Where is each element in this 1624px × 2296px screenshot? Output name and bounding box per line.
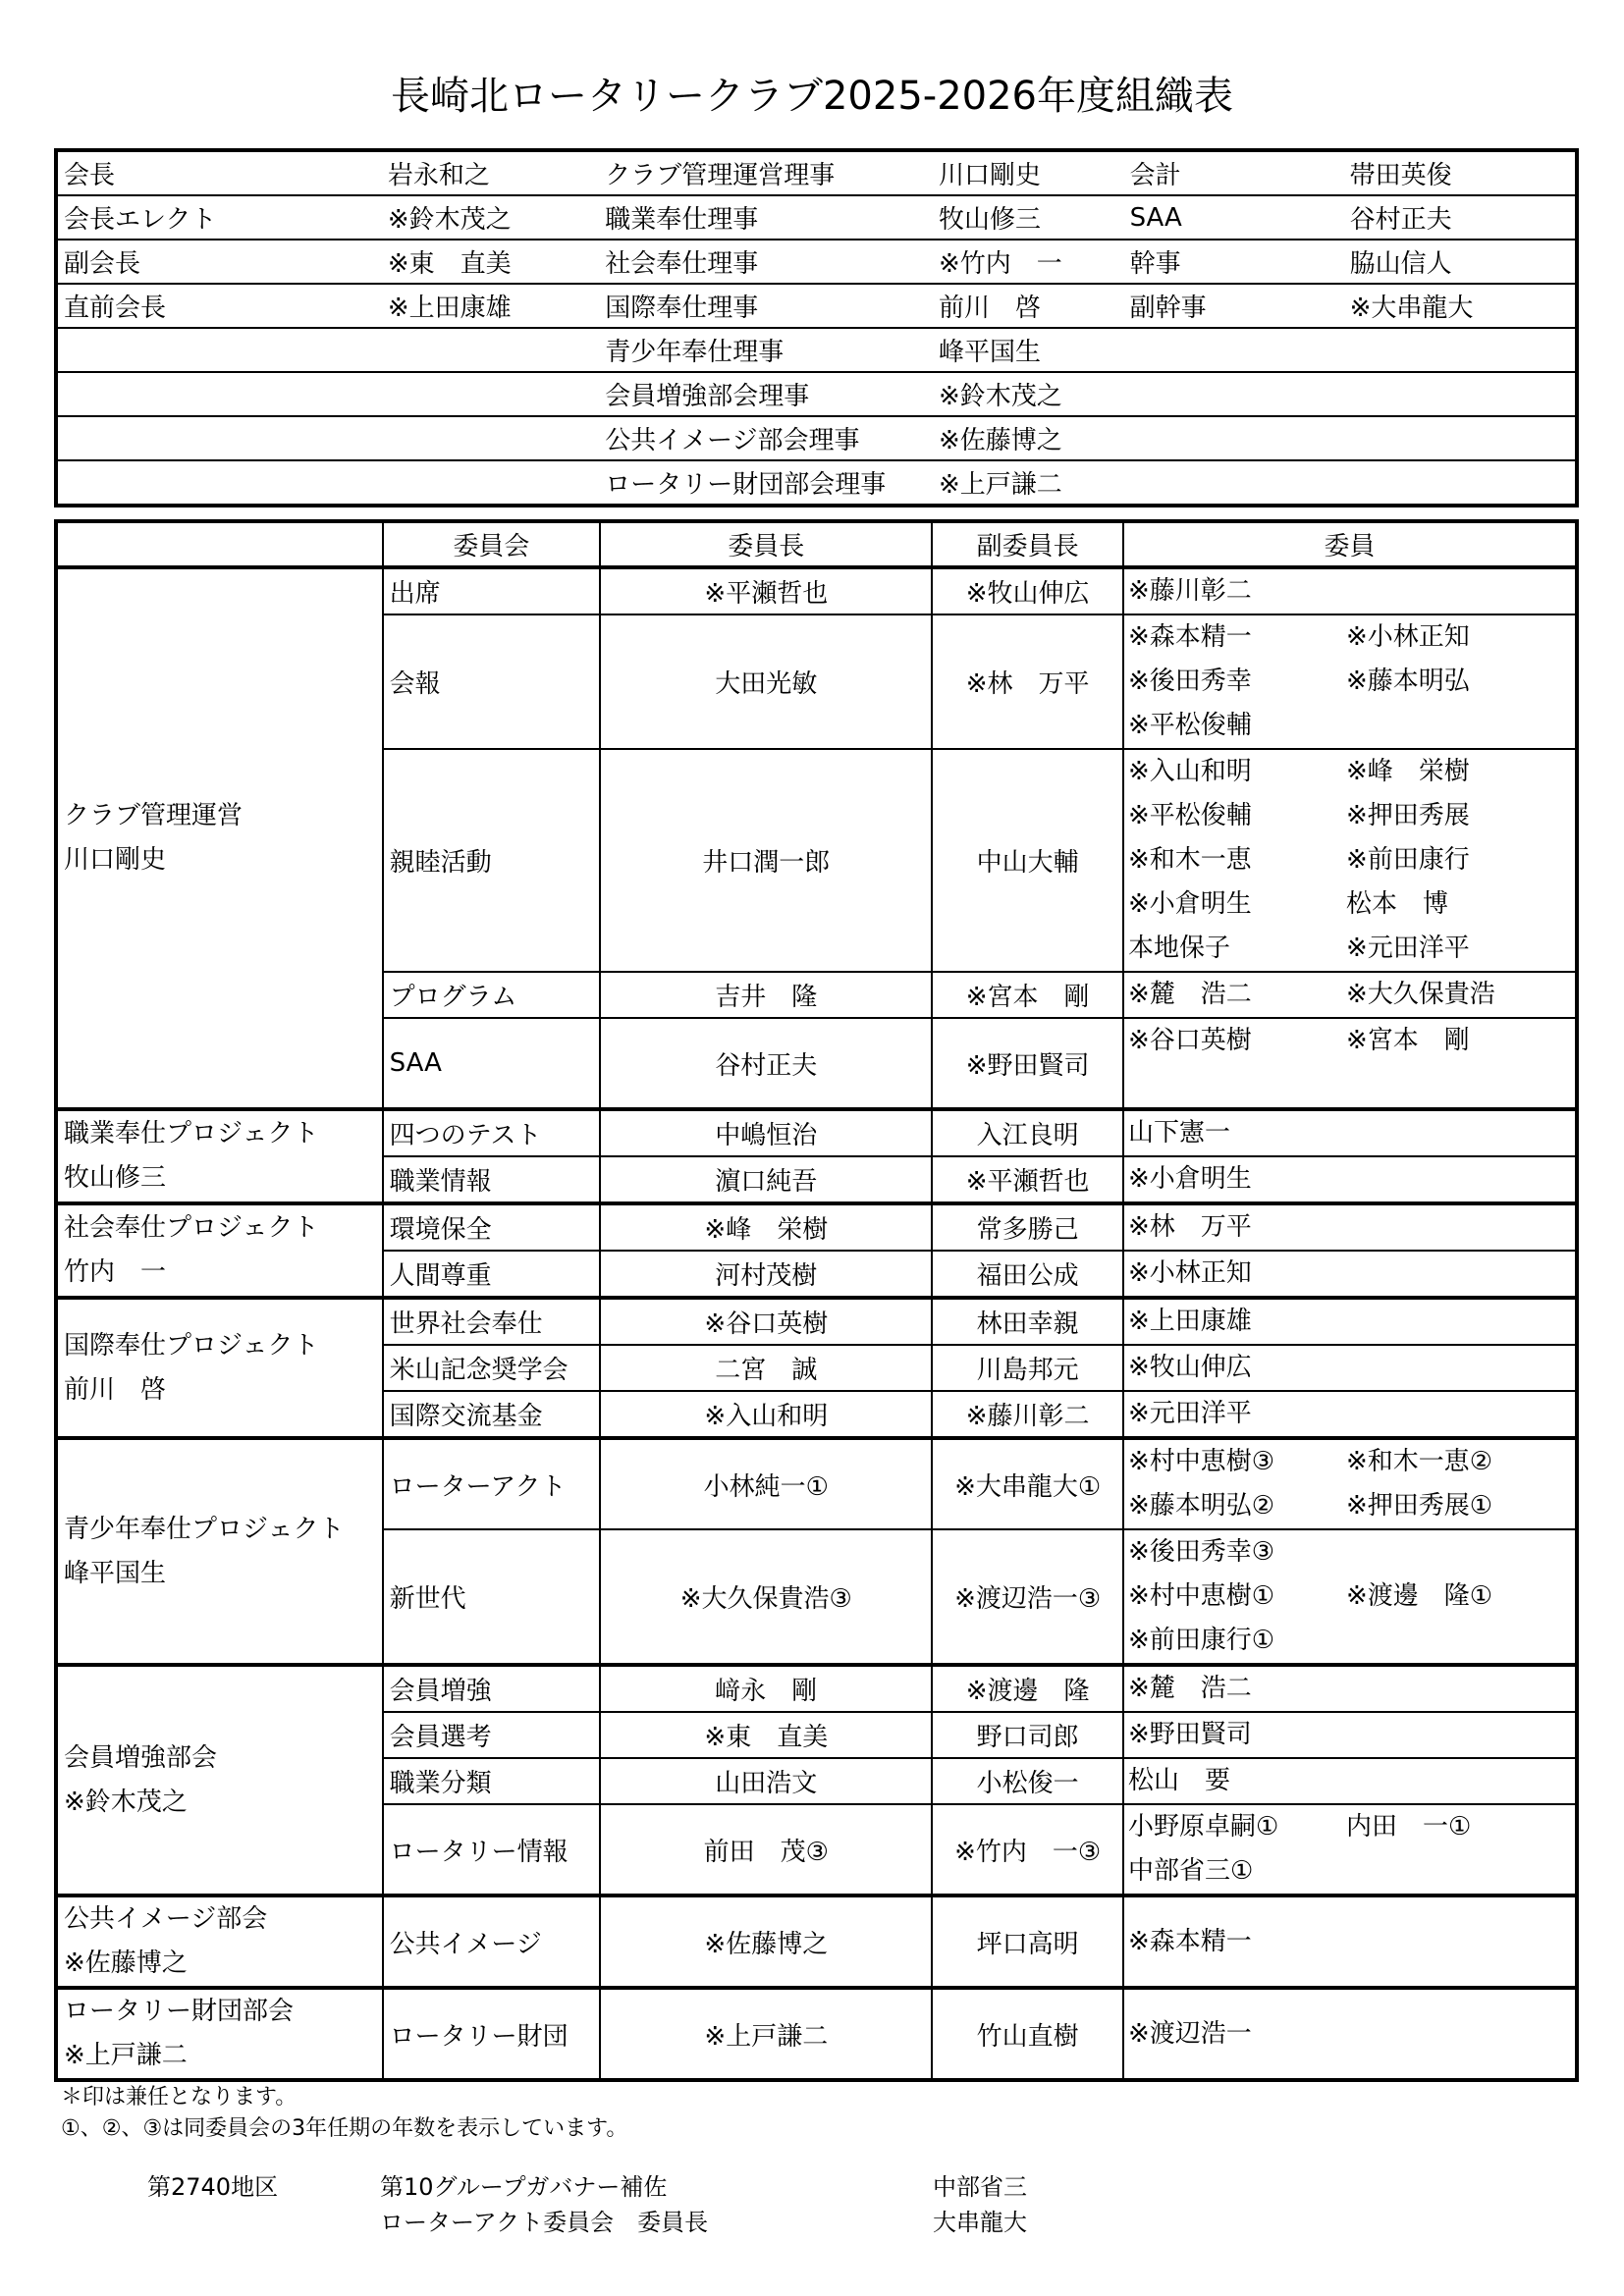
director-name: 牧山修三: [933, 195, 1124, 240]
member-name: ※和木一恵: [1127, 845, 1252, 875]
committee-chair: ※佐藤博之: [600, 1896, 932, 1988]
section-name: 公共イメージ部会: [64, 1904, 268, 1934]
committee-vice: 川島邦元: [932, 1345, 1123, 1391]
committee-chair: ※東 直美: [600, 1712, 932, 1758]
member-name: [1128, 1063, 1346, 1107]
committee-members: [1123, 749, 1577, 972]
committee-name: プログラム: [383, 972, 601, 1018]
member-line: [1128, 1530, 1571, 1575]
director-role: 公共イメージ部会理事: [599, 416, 933, 460]
section-cell: [56, 1896, 383, 1988]
member-line: [1128, 1849, 1571, 1894]
committee-members: [1123, 1758, 1577, 1804]
member-line: [1128, 1805, 1571, 1849]
committee-vice: 野口司郎: [932, 1712, 1123, 1758]
officer-row: [56, 150, 1577, 195]
section-name: 会員増強部会: [64, 1742, 218, 1773]
member-name: ※平松俊輔: [1127, 801, 1252, 830]
section-director: ※佐藤博之: [64, 1949, 188, 1978]
committee-row: [56, 1896, 1577, 1988]
officer2-role: [1124, 460, 1344, 506]
member-name: ※村中恵樹①: [1127, 1581, 1275, 1611]
member-name: ※麓 浩二: [1127, 1674, 1252, 1703]
member-line: [1128, 615, 1571, 660]
officer2-name: 谷村正夫: [1344, 195, 1577, 240]
officer-row: [56, 284, 1577, 328]
committee-members: [1123, 1345, 1577, 1391]
committees-table: [54, 519, 1579, 2082]
committee-chair: 濵口純吾: [600, 1156, 932, 1203]
committee-name: 四つのテスト: [383, 1109, 601, 1156]
notes: [61, 2082, 627, 2145]
member-line: [1128, 1111, 1571, 1155]
section-name: クラブ管理運営: [64, 801, 244, 830]
member-name: ※村中恵樹③: [1127, 1447, 1275, 1476]
officer-role: 会長: [56, 150, 382, 195]
member-name: ※峰 栄樹: [1345, 757, 1470, 786]
officer-role: [56, 416, 382, 460]
officer-row: [56, 195, 1577, 240]
committee-name: ロータリー情報: [383, 1804, 601, 1896]
member-name: 山下憲一: [1127, 1118, 1230, 1148]
member-name: ※押田秀展: [1345, 801, 1470, 830]
committee-name: 出席: [383, 567, 601, 614]
director-role: 職業奉仕理事: [599, 195, 933, 240]
committee-name: ローターアクト: [383, 1438, 601, 1529]
officer-row: [56, 372, 1577, 416]
director-name: 峰平国生: [933, 328, 1124, 372]
member-name: ※小倉明生: [1127, 889, 1252, 919]
committee-chair: 吉井 隆: [600, 972, 932, 1018]
officer-row: [56, 416, 1577, 460]
member-name: ※麓 浩二: [1127, 980, 1252, 1009]
member-line: [1128, 1019, 1571, 1063]
member-line: [1128, 704, 1571, 748]
member-line: [1128, 882, 1571, 927]
officer-name: [382, 372, 599, 416]
committee-chair: 河村茂樹: [600, 1251, 932, 1298]
footer-name: 中部省三: [933, 2173, 1027, 2201]
committee-name: 会員選考: [383, 1712, 601, 1758]
director-role: 会員増強部会理事: [599, 372, 933, 416]
committee-vice: 常多勝己: [932, 1203, 1123, 1251]
officer-name: ※上田康雄: [382, 284, 599, 328]
member-name: 松山 要: [1127, 1766, 1230, 1795]
header-blank: [56, 521, 383, 567]
officer2-role: [1124, 328, 1344, 372]
officer2-name: [1344, 372, 1577, 416]
officer2-name: 脇山信人: [1344, 240, 1577, 284]
section-name: 国際奉仕プロジェクト: [64, 1330, 319, 1361]
officer-role: 会長エレクト: [56, 195, 382, 240]
member-name: 松本 博: [1345, 889, 1448, 919]
member-line: [1128, 927, 1571, 971]
member-name: ※和木一恵②: [1345, 1447, 1493, 1476]
section-name: ロータリー財団部会: [64, 1997, 295, 2026]
committee-members: [1123, 1712, 1577, 1758]
committee-name: 環境保全: [383, 1203, 601, 1251]
director-role: 青少年奉仕理事: [599, 328, 933, 372]
header-row: [56, 521, 1577, 567]
member-name: ※藤本明弘: [1345, 667, 1470, 696]
committee-name: 国際交流基金: [383, 1391, 601, 1438]
officer2-role: [1124, 372, 1344, 416]
officer-name: [382, 460, 599, 506]
committee-chair: 大田光敏: [600, 614, 932, 749]
member-line: [1128, 1713, 1571, 1757]
member-name: ※小林正知: [1127, 1258, 1252, 1288]
committee-vice: ※大串龍大①: [932, 1438, 1123, 1529]
committee-members: [1123, 1665, 1577, 1712]
committee-vice: 福田公成: [932, 1251, 1123, 1298]
committee-chair: ※大久保貴浩③: [600, 1529, 932, 1665]
director-role: クラブ管理運営理事: [599, 150, 933, 195]
officer2-name: 帯田英俊: [1344, 150, 1577, 195]
member-name: 中部省三①: [1127, 1856, 1254, 1886]
officer2-role: 会計: [1124, 150, 1344, 195]
committee-members: [1123, 1391, 1577, 1438]
section-cell: [56, 1665, 383, 1896]
member-name: ※元田洋平: [1127, 1399, 1252, 1428]
director-name: ※佐藤博之: [933, 416, 1124, 460]
committee-row: [56, 1298, 1577, 1345]
member-line: [1128, 1619, 1571, 1663]
officer-role: [56, 460, 382, 506]
committee-chair: 谷村正夫: [600, 1018, 932, 1109]
section-cell: [56, 1298, 383, 1438]
committee-vice: 林田幸親: [932, 1298, 1123, 1345]
committee-members: [1123, 1804, 1577, 1896]
member-name: ※大久保貴浩: [1345, 980, 1495, 1009]
director-name: ※鈴木茂之: [933, 372, 1124, 416]
director-role: ロータリー財団部会理事: [605, 470, 887, 500]
member-name: ※藤川彰二: [1127, 576, 1252, 606]
officer-role: 直前会長: [56, 284, 382, 328]
section-name: 職業奉仕プロジェクト: [64, 1119, 319, 1148]
committee-name: 米山記念奨学会: [383, 1345, 601, 1391]
section-director: 川口剛史: [64, 845, 167, 875]
officer-name: 岩永和之: [382, 150, 599, 195]
member-line: [1128, 794, 1571, 838]
footer-roles: [380, 2169, 708, 2240]
officers-table: [54, 148, 1579, 507]
member-line: [1128, 1484, 1571, 1528]
committee-vice: ※渡辺浩一③: [932, 1529, 1123, 1665]
section-cell: [56, 567, 383, 1109]
officer2-role: 副幹事: [1124, 284, 1344, 328]
member-name: ※谷口英樹: [1127, 1026, 1252, 1055]
committee-members: [1123, 1988, 1577, 2080]
committee-chair: ※峰 栄樹: [600, 1203, 932, 1251]
member-line: [1128, 1205, 1571, 1250]
section-director: ※鈴木茂之: [64, 1787, 188, 1817]
committee-members: [1123, 972, 1577, 1018]
member-line: [1128, 1667, 1571, 1711]
member-name: ※藤本明弘②: [1127, 1491, 1275, 1521]
footer-name: 大串龍大: [933, 2209, 1027, 2236]
director-name: ※上戸謙二: [938, 470, 1062, 500]
committee-members: [1123, 614, 1577, 749]
member-name: ※林 万平: [1127, 1212, 1252, 1242]
committee-vice: ※牧山伸広: [932, 567, 1123, 614]
header-vice: 副委員長: [932, 521, 1123, 567]
committee-name: 人間尊重: [383, 1251, 601, 1298]
committee-chair: 﨑永 剛: [600, 1665, 932, 1712]
committee-name: 会報: [383, 614, 601, 749]
committee-row: [56, 1203, 1577, 1251]
officer2-name: ※大串龍大: [1344, 284, 1577, 328]
footer-role: ローターアクト委員会 委員長: [380, 2209, 709, 2236]
member-line: [1128, 1392, 1571, 1436]
director-name: 川口剛史: [933, 150, 1124, 195]
committee-members: [1123, 1529, 1577, 1665]
committee-chair: ※平瀬哲也: [600, 567, 932, 614]
committee-name: 世界社会奉仕: [383, 1298, 601, 1345]
officer-role: [56, 328, 382, 372]
committee-members: [1123, 1438, 1577, 1529]
member-line: [1128, 838, 1571, 882]
footer-names: [933, 2169, 1027, 2240]
committee-row: [56, 1988, 1577, 2080]
header-members: 委員: [1123, 521, 1577, 567]
committee-chair: 小林純一①: [600, 1438, 932, 1529]
section-cell: [56, 1438, 383, 1665]
committee-name: 公共イメージ: [383, 1896, 601, 1988]
footer-role: 第10グループガバナー補佐: [380, 2173, 668, 2201]
committee-chair: ※上戸謙二: [600, 1988, 932, 2080]
officer-name: [382, 416, 599, 460]
member-line: [1128, 973, 1571, 1017]
committee-members: [1123, 1203, 1577, 1251]
committee-chair: 井口潤一郎: [600, 749, 932, 972]
committee-members: [1123, 1018, 1577, 1109]
committee-name: ロータリー財団: [383, 1988, 601, 2080]
section-cell: [56, 1988, 383, 2080]
committee-vice: 中山大輔: [932, 749, 1123, 972]
page-title: 長崎北ロータリークラブ2025-2026年度組織表: [390, 74, 1234, 119]
member-name: ※渡邊 隆①: [1345, 1581, 1493, 1611]
officer2-role: SAA: [1124, 195, 1344, 240]
director-role: 国際奉仕理事: [599, 284, 933, 328]
officer-row: [56, 328, 1577, 372]
member-name: ※野田賢司: [1127, 1720, 1252, 1749]
member-name: ※平松俊輔: [1127, 711, 1252, 740]
committee-chair: 前田 茂③: [600, 1804, 932, 1896]
member-line: [1128, 1157, 1571, 1201]
committee-chair: ※谷口英樹: [600, 1298, 932, 1345]
committee-vice: ※竹内 一③: [932, 1804, 1123, 1896]
committee-vice: ※宮本 剛: [932, 972, 1123, 1018]
member-name: ※森本精一: [1127, 622, 1252, 652]
section-director: 牧山修三: [64, 1163, 167, 1193]
committee-row: [56, 1109, 1577, 1156]
member-line: [1128, 2012, 1571, 2056]
officer-role: 副会長: [56, 240, 382, 284]
member-line: [1128, 1063, 1571, 1107]
committee-name: 親睦活動: [383, 749, 601, 972]
committee-vice: 小松俊一: [932, 1758, 1123, 1804]
member-name: ※小倉明生: [1127, 1164, 1252, 1194]
committee-vice: ※藤川彰二: [932, 1391, 1123, 1438]
footer-district: 第2740地区: [147, 2173, 279, 2201]
section-director: 竹内 一: [64, 1257, 167, 1287]
member-name: ※宮本 剛: [1345, 1026, 1470, 1055]
committee-name: SAA: [383, 1018, 601, 1109]
committee-vice: ※野田賢司: [932, 1018, 1123, 1109]
officer2-name: [1344, 328, 1577, 372]
director-role: 社会奉仕理事: [599, 240, 933, 284]
committee-members: [1123, 1896, 1577, 1988]
committee-vice: 竹山直樹: [932, 1988, 1123, 2080]
committee-members: [1123, 1156, 1577, 1203]
member-line: [1128, 1575, 1571, 1619]
committee-name: 新世代: [383, 1529, 601, 1665]
officer2-name: [1344, 416, 1577, 460]
member-line: [1128, 1300, 1571, 1344]
officer-role: [56, 372, 382, 416]
director-name: 前川 啓: [933, 284, 1124, 328]
section-name: 青少年奉仕プロジェクト: [64, 1514, 345, 1544]
section-director: 前川 啓: [64, 1374, 167, 1405]
committee-members: [1123, 1251, 1577, 1298]
member-line: [1128, 1440, 1571, 1484]
officer-name: ※鈴木茂之: [382, 195, 599, 240]
officer-row: [56, 460, 1577, 506]
committee-vice: ※林 万平: [932, 614, 1123, 749]
note-line: ①、②、③は同委員会の3年任期の年数を表示しています。: [61, 2116, 628, 2141]
member-name: ※小林正知: [1345, 622, 1470, 652]
committee-name: 職業分類: [383, 1758, 601, 1804]
committee-chair: 中嶋恒治: [600, 1109, 932, 1156]
committee-row: [56, 567, 1577, 614]
member-name: ※元田洋平: [1345, 934, 1470, 963]
section-cell: [56, 1109, 383, 1203]
section-director: 峰平国生: [64, 1558, 167, 1588]
officer2-role: [1124, 416, 1344, 460]
section-cell: [56, 1203, 383, 1298]
member-name: ※森本精一: [1127, 1926, 1252, 1956]
officer-row: [56, 240, 1577, 284]
note-line: ＊印は兼任となります。: [61, 2085, 298, 2109]
director-name: ※竹内 一: [933, 240, 1124, 284]
committee-members: [1123, 1109, 1577, 1156]
member-name: ※後田秀幸③: [1127, 1537, 1275, 1567]
committee-vice: ※平瀬哲也: [932, 1156, 1123, 1203]
member-line: [1128, 1920, 1571, 1964]
member-name: ※後田秀幸: [1127, 667, 1252, 696]
committee-chair: 山田浩文: [600, 1758, 932, 1804]
member-name: ※上田康雄: [1127, 1307, 1252, 1336]
officer2-role: 幹事: [1124, 240, 1344, 284]
member-name: ※牧山伸広: [1127, 1353, 1252, 1382]
committee-chair: ※入山和明: [600, 1391, 932, 1438]
section-director: ※上戸謙二: [64, 2041, 188, 2070]
member-line: [1128, 750, 1571, 794]
member-line: [1128, 569, 1571, 614]
member-name: ※入山和明: [1127, 757, 1252, 786]
member-name: 内田 一①: [1345, 1812, 1472, 1842]
header-chair: 委員長: [600, 521, 932, 567]
member-line: [1128, 1346, 1571, 1390]
member-name: ※前田康行①: [1127, 1626, 1275, 1655]
committee-name: 職業情報: [383, 1156, 601, 1203]
committee-row: [56, 1438, 1577, 1529]
committee-members: [1123, 1298, 1577, 1345]
member-line: [1128, 1252, 1571, 1296]
header-committee: 委員会: [383, 521, 601, 567]
member-name: ※前田康行: [1345, 845, 1470, 875]
member-name: ※渡辺浩一: [1127, 2018, 1252, 2049]
committee-name: 会員増強: [383, 1665, 601, 1712]
officer2-name: [1344, 460, 1577, 506]
officer-name: ※東 直美: [382, 240, 599, 284]
member-name: 小野原卓嗣①: [1127, 1812, 1279, 1842]
committee-chair: 二宮 誠: [600, 1345, 932, 1391]
committee-row: [56, 1665, 1577, 1712]
member-line: [1128, 1759, 1571, 1803]
committee-members: [1123, 567, 1577, 614]
committee-vice: 坪口高明: [932, 1896, 1123, 1988]
committee-vice: 入江良明: [932, 1109, 1123, 1156]
officer-name: [382, 328, 599, 372]
member-name: ※押田秀展①: [1345, 1491, 1493, 1521]
member-line: [1128, 660, 1571, 704]
committee-vice: ※渡邊 隆: [932, 1665, 1123, 1712]
member-name: 本地保子: [1127, 934, 1230, 963]
section-name: 社会奉仕プロジェクト: [64, 1213, 319, 1243]
